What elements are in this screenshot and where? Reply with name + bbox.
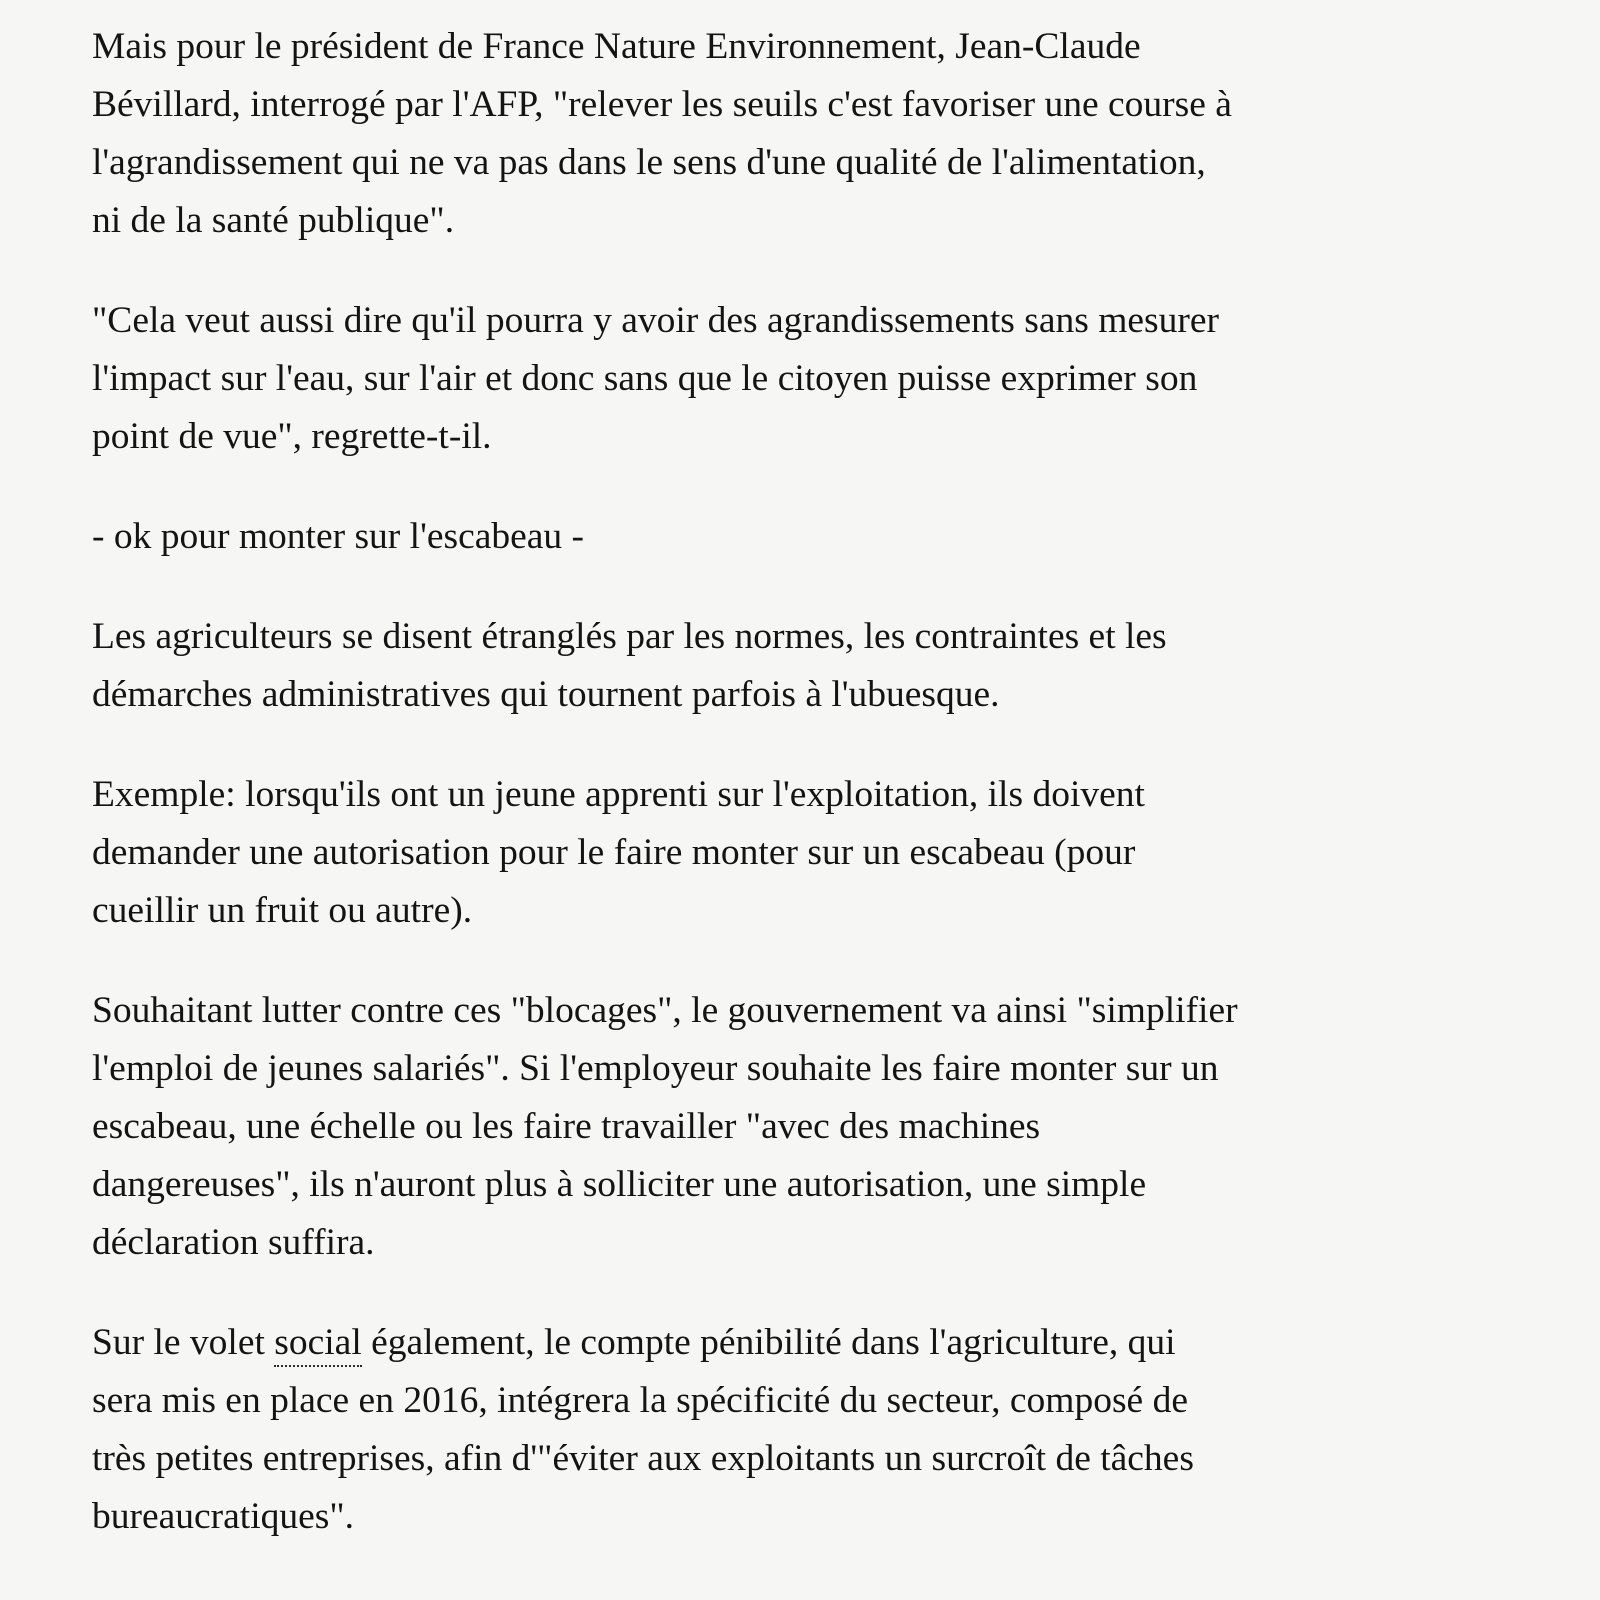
paragraph-line: dangereuses", ils n'auront plus à solliciter une autorisation, une simple [92,1164,1147,1205]
paragraph-1 [92,18,1512,250]
paragraph-line: Exemple: lorsqu'ils ont un jeune apprenti sur l'exploitation, ils doivent [92,774,1145,815]
paragraph-4 [92,766,1512,940]
paragraph-line: sera mis en place en 2016, intégrera la spécificité du secteur, composé de [92,1380,1188,1421]
paragraph-line: très petites entreprises, afin d'"éviter aux exploitants un surcroît de tâches [92,1438,1194,1479]
paragraph-line: Les agriculteurs se disent étranglés par les normes, les contraintes et les [92,616,1167,657]
subheading-text: - ok pour monter sur l'escabeau - [92,516,585,557]
paragraph-text: Sur le volet [92,1322,275,1363]
paragraph-line: demander une autorisation pour le faire monter sur un escabeau (pour [92,832,1136,873]
paragraph-line: point de vue", regrette-t-il. [92,416,492,457]
article-body [92,18,1512,1588]
paragraph-line: escabeau, une échelle ou les faire travailler "avec des machines [92,1106,1041,1147]
paragraph-line: l'impact sur l'eau, sur l'air et donc sans que le citoyen puisse exprimer son [92,358,1198,399]
paragraph-line: déclaration suffira. [92,1222,375,1263]
paragraph-line: l'emploi de jeunes salariés". Si l'employeur souhaite les faire monter sur un [92,1048,1219,1089]
paragraph-line: Bévillard, interrogé par l'AFP, "relever les seuils c'est favoriser une course à [92,84,1232,125]
paragraph-line: ni de la santé publique". [92,200,455,241]
paragraph-line: cueillir un fruit ou autre). [92,890,473,931]
social-keyword-link[interactable]: social [274,1321,361,1367]
paragraph-line: démarches administratives qui tournent parfois à l'ubuesque. [92,674,1000,715]
paragraph-text: également, le compte pénibilité dans l'agriculture, qui [361,1322,1176,1363]
paragraph-line: l'agrandissement qui ne va pas dans le sens d'une qualité de l'alimentation, [92,142,1206,183]
paragraph-line: "Cela veut aussi dire qu'il pourra y avoir des agrandissements sans mesurer [92,300,1219,341]
section-subheading [92,508,1512,566]
paragraph-line [92,1314,1512,1372]
paragraph-6 [92,1314,1512,1546]
paragraph-line: Souhaitant lutter contre ces "blocages", le gouvernement va ainsi "simplifier [92,990,1238,1031]
paragraph-line: bureaucratiques". [92,1496,355,1537]
paragraph-5 [92,982,1512,1272]
paragraph-line: Mais pour le président de France Nature Environnement, Jean-Claude [92,26,1141,67]
paragraph-2 [92,292,1512,466]
paragraph-3 [92,608,1512,724]
